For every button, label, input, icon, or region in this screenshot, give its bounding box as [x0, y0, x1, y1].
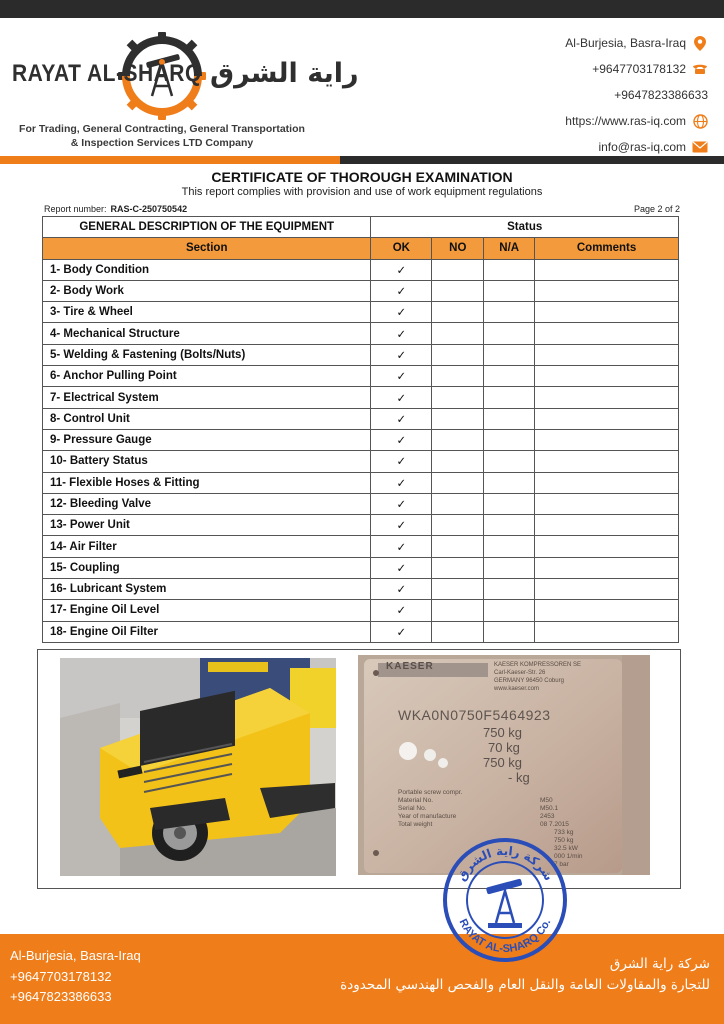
row-section-label: 15- Coupling	[43, 557, 371, 578]
top-dark-bar	[0, 0, 724, 18]
row-ok-cell: ✓	[371, 621, 432, 642]
report-number-value: RAS-C-250750542	[110, 204, 188, 214]
row-comments-cell	[535, 536, 679, 557]
row-comments-cell	[535, 259, 679, 280]
table-row	[43, 472, 679, 493]
row-no-cell	[432, 557, 484, 578]
row-no-cell	[432, 344, 484, 365]
row-section-label: 13- Power Unit	[43, 515, 371, 536]
footer-phone-2[interactable]: +9647823386633	[10, 989, 112, 1004]
plate-unit-3: 32.5 kW	[554, 845, 578, 852]
row-na-cell	[484, 621, 535, 642]
row-na-cell	[484, 323, 535, 344]
table-group-header-row	[43, 217, 679, 238]
footer-company-name-ar: شركة راية الشرق	[609, 956, 710, 972]
page-number: Page 2 of 2	[633, 204, 680, 214]
contact-email-text[interactable]: info@ras-iq.com	[598, 140, 686, 154]
row-section-label: 1- Body Condition	[43, 259, 371, 280]
compressor-photo	[60, 658, 336, 876]
row-ok-cell: ✓	[371, 344, 432, 365]
plate-unit-1: 733 kg	[554, 829, 574, 836]
plate-unit-5: 7 bar	[554, 861, 569, 868]
contact-phone-2[interactable]	[565, 82, 708, 108]
row-section-label: 7- Electrical System	[43, 387, 371, 408]
row-ok-cell: ✓	[371, 366, 432, 387]
column-header-no: NO	[432, 238, 484, 259]
header-divider	[0, 156, 724, 164]
row-na-cell	[484, 408, 535, 429]
mail-icon	[692, 139, 708, 155]
row-no-cell	[432, 259, 484, 280]
row-comments-cell	[535, 621, 679, 642]
row-no-cell	[432, 323, 484, 344]
plate-weight-1: 750 kg	[483, 725, 523, 740]
table-row	[43, 579, 679, 600]
report-number-label: Report number:	[44, 204, 107, 214]
stamp-text-top: شركة راية الشرق	[454, 843, 556, 884]
table-row	[43, 408, 679, 429]
row-no-cell	[432, 621, 484, 642]
contact-phone-1-text[interactable]: +9647703178132	[592, 62, 686, 76]
row-na-cell	[484, 536, 535, 557]
table-row	[43, 515, 679, 536]
divider-orange	[0, 156, 340, 164]
row-comments-cell	[535, 493, 679, 514]
row-section-label: 9- Pressure Gauge	[43, 429, 371, 450]
row-comments-cell	[535, 280, 679, 301]
plate-address-2: GERMANY 96450 Coburg	[494, 678, 564, 684]
plate-weight-2: 70 kg	[488, 740, 520, 755]
table-row	[43, 259, 679, 280]
row-comments-cell	[535, 408, 679, 429]
globe-icon	[692, 113, 708, 129]
plate-header: KAESER KOMPRESSOREN SE	[494, 662, 582, 668]
letterhead	[0, 18, 724, 158]
contact-website[interactable]	[565, 108, 708, 134]
row-section-label: 18- Engine Oil Filter	[43, 621, 371, 642]
contact-website-text[interactable]: https://www.ras-iq.com	[565, 114, 686, 128]
row-comments-cell	[535, 429, 679, 450]
plate-serial: WKA0N0750F5464923	[398, 707, 551, 723]
footer-band	[0, 934, 724, 1024]
row-na-cell	[484, 366, 535, 387]
row-na-cell	[484, 472, 535, 493]
row-no-cell	[432, 600, 484, 621]
logo-english-name: RAYAT AL-SHARQ	[12, 60, 202, 87]
row-section-label: 16- Lubricant System	[43, 579, 371, 600]
row-ok-cell: ✓	[371, 579, 432, 600]
row-section-label: 5- Welding & Fastening (Bolts/Nuts)	[43, 344, 371, 365]
row-section-label: 11- Flexible Hoses & Fitting	[43, 472, 371, 493]
table-row	[43, 429, 679, 450]
plate-spec-value-5: 08 7.2015	[540, 821, 569, 828]
footer-phone-1[interactable]: +9647703178132	[10, 968, 112, 984]
row-comments-cell	[535, 600, 679, 621]
row-no-cell	[432, 280, 484, 301]
location-pin-icon	[692, 35, 708, 51]
company-stamp-icon	[440, 835, 570, 965]
table-row	[43, 302, 679, 323]
row-no-cell	[432, 536, 484, 557]
tagline-line-2: & Inspection Services LTD Company	[70, 137, 254, 149]
table-row	[43, 280, 679, 301]
contact-address-text: Al-Burjesia, Basra-Iraq	[565, 36, 686, 50]
plate-spec-value-4: 2453	[540, 813, 555, 820]
tagline-line-1: For Trading, General Contracting, General Transportation	[19, 123, 305, 135]
row-ok-cell: ✓	[371, 387, 432, 408]
contact-address	[565, 30, 708, 56]
row-comments-cell	[535, 451, 679, 472]
company-tagline	[12, 122, 312, 150]
row-ok-cell: ✓	[371, 515, 432, 536]
plate-unit-2: 750 kg	[554, 837, 574, 844]
footer-contacts	[10, 946, 141, 1008]
row-na-cell	[484, 557, 535, 578]
table-row	[43, 387, 679, 408]
certificate-subtitle: This report complies with provision and use of work equipment regulations	[181, 186, 543, 198]
table-row	[43, 536, 679, 557]
row-comments-cell	[535, 557, 679, 578]
row-na-cell	[484, 600, 535, 621]
plate-address-3: www.kaeser.com	[494, 686, 540, 692]
row-na-cell	[484, 344, 535, 365]
row-comments-cell	[535, 472, 679, 493]
row-comments-cell	[535, 579, 679, 600]
row-section-label: 12- Bleeding Valve	[43, 493, 371, 514]
row-comments-cell	[535, 323, 679, 344]
row-na-cell	[484, 493, 535, 514]
plate-spec-5: Total weight	[398, 821, 433, 828]
row-na-cell	[484, 451, 535, 472]
row-ok-cell: ✓	[371, 557, 432, 578]
table-row	[43, 344, 679, 365]
plate-brand: KAESER	[386, 661, 434, 672]
row-no-cell	[432, 451, 484, 472]
row-section-label: 6- Anchor Pulling Point	[43, 366, 371, 387]
row-no-cell	[432, 366, 484, 387]
row-section-label: 10- Battery Status	[43, 451, 371, 472]
table-row	[43, 493, 679, 514]
row-ok-cell: ✓	[371, 259, 432, 280]
row-na-cell	[484, 259, 535, 280]
row-no-cell	[432, 429, 484, 450]
row-section-label: 3- Tire & Wheel	[43, 302, 371, 323]
column-header-ok: OK	[371, 238, 432, 259]
footer-company-desc-ar: للتجارة والمقاولات العامة والنقل العام والفحص الهندسي المحدودة	[340, 977, 710, 993]
footer-address: Al-Burjesia, Basra-Iraq	[10, 948, 141, 963]
status-header: Status	[371, 217, 679, 238]
table-row	[43, 323, 679, 344]
plate-weight-4: - kg	[508, 770, 530, 785]
plate-spec-value-3: M50.1	[540, 805, 559, 812]
equipment-photos-frame	[37, 649, 681, 889]
row-no-cell	[432, 387, 484, 408]
table-row	[43, 451, 679, 472]
row-na-cell	[484, 429, 535, 450]
row-na-cell	[484, 302, 535, 323]
plate-unit-4: 000 1/min	[554, 853, 583, 860]
row-no-cell	[432, 515, 484, 536]
row-section-label: 8- Control Unit	[43, 408, 371, 429]
row-ok-cell: ✓	[371, 472, 432, 493]
certificate-title: CERTIFICATE OF THOROUGH EXAMINATION	[211, 169, 513, 185]
logo-arabic-name: راية الشرق	[210, 58, 359, 89]
row-na-cell	[484, 579, 535, 600]
contact-phone-2-text[interactable]: +9647823386633	[614, 88, 708, 102]
table-row	[43, 366, 679, 387]
row-comments-cell	[535, 302, 679, 323]
stamp-text-bottom: RAYAT AL-SHARQ Co.	[456, 917, 554, 956]
row-na-cell	[484, 387, 535, 408]
row-ok-cell: ✓	[371, 408, 432, 429]
divider-dark	[340, 156, 724, 164]
row-ok-cell: ✓	[371, 536, 432, 557]
plate-spec-2: Material No.	[398, 797, 434, 804]
row-comments-cell	[535, 366, 679, 387]
header-contacts	[565, 30, 708, 160]
phone-icon	[692, 61, 708, 77]
row-ok-cell: ✓	[371, 493, 432, 514]
row-ok-cell: ✓	[371, 323, 432, 344]
row-ok-cell: ✓	[371, 302, 432, 323]
plate-address-1: Carl-Kaeser-Str. 26	[494, 670, 546, 676]
column-header-na: N/A	[484, 238, 535, 259]
row-comments-cell	[535, 387, 679, 408]
table-row	[43, 621, 679, 642]
table-column-header-row	[43, 238, 679, 259]
general-description-header: GENERAL DESCRIPTION OF THE EQUIPMENT	[43, 217, 371, 238]
row-no-cell	[432, 579, 484, 600]
contact-phone-1[interactable]	[565, 56, 708, 82]
row-comments-cell	[535, 344, 679, 365]
column-header-comments: Comments	[535, 238, 679, 259]
row-no-cell	[432, 472, 484, 493]
row-na-cell	[484, 280, 535, 301]
row-section-label: 17- Engine Oil Level	[43, 600, 371, 621]
row-comments-cell	[535, 515, 679, 536]
row-ok-cell: ✓	[371, 429, 432, 450]
plate-spec-3: Serial No.	[398, 805, 427, 812]
row-ok-cell: ✓	[371, 600, 432, 621]
column-header-section: Section	[43, 238, 371, 259]
row-section-label: 4- Mechanical Structure	[43, 323, 371, 344]
table-row	[43, 600, 679, 621]
row-no-cell	[432, 408, 484, 429]
inspection-checklist-table	[42, 216, 679, 643]
row-ok-cell: ✓	[371, 451, 432, 472]
row-section-label: 2- Body Work	[43, 280, 371, 301]
checklist-body	[43, 259, 679, 642]
plate-weight-3: 750 kg	[483, 755, 523, 770]
table-row	[43, 557, 679, 578]
row-section-label: 14- Air Filter	[43, 536, 371, 557]
report-number-line	[44, 204, 187, 214]
row-ok-cell: ✓	[371, 280, 432, 301]
row-no-cell	[432, 493, 484, 514]
plate-spec-value-2: M50	[540, 797, 553, 804]
row-na-cell	[484, 515, 535, 536]
plate-spec-4: Year of manufacture	[398, 813, 457, 820]
plate-spec-1: Portable screw compr.	[398, 789, 463, 796]
row-no-cell	[432, 302, 484, 323]
